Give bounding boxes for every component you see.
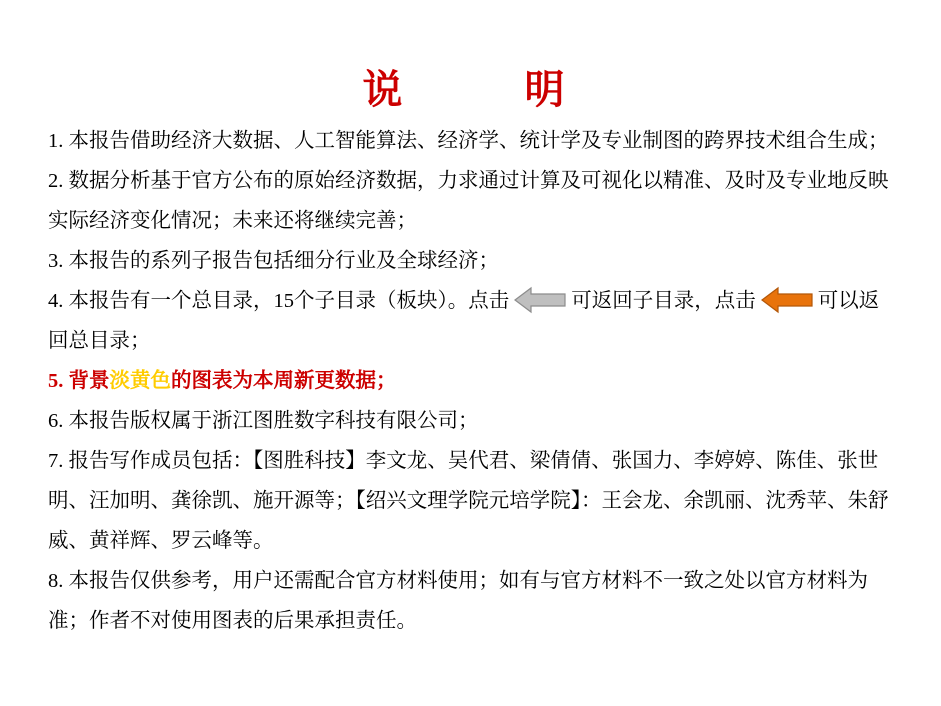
arrow-left-orange-icon[interactable] <box>760 286 814 314</box>
note-item-1: 1. 本报告借助经济大数据、人工智能算法、经济学、统计学及专业制图的跨界技术组合生成； <box>48 130 889 152</box>
arrow-left-gray-icon[interactable] <box>513 286 567 314</box>
note-item-4-part-between: 可返回子目录，点击 <box>571 290 756 312</box>
note-item-7: 7. 报告写作成员包括：【图胜科技】李文龙、吴代君、梁倩倩、张国力、李婷婷、陈佳、张世明、汪加明、龚徐凯、施开源等；【绍兴文理学院元培学院】：王会龙、余凯丽、沈秀苹、朱舒威、黄祥辉、罗云峰等。 <box>48 450 889 552</box>
note-item-2: 2. 数据分析基于官方公布的原始经济数据，力求通过计算及可视化以精准、及时及专业地反映实际经济变化情况；未来还将继续完善； <box>48 170 889 232</box>
note-item-5 <box>48 361 889 401</box>
note-item-4-part-before: 4. 本报告有一个总目录，15个子目录（板块）。点击 <box>48 290 510 312</box>
note-item-4-part-after: 可以返回总目录； <box>48 290 880 352</box>
slide-body <box>0 121 941 641</box>
note-item-3: 3. 本报告的系列子报告包括细分行业及全球经济； <box>48 250 499 272</box>
note-item-4 <box>48 281 889 361</box>
note-item-8: 8. 本报告仅供参考，用户还需配合官方材料使用；如有与官方材料不一致之处以官方材料为准；作者不对使用图表的后果承担责任。 <box>48 570 868 632</box>
note-item-5-highlight: 淡黄色 <box>109 370 171 392</box>
note-item-5-suffix: 的图表为本周新更数据； <box>171 370 397 392</box>
note-item-5-prefix: 5. 背景 <box>48 370 110 392</box>
page-title: 说 明 <box>362 67 579 112</box>
note-item-6: 6. 本报告版权属于浙江图胜数字科技有限公司； <box>48 410 479 432</box>
